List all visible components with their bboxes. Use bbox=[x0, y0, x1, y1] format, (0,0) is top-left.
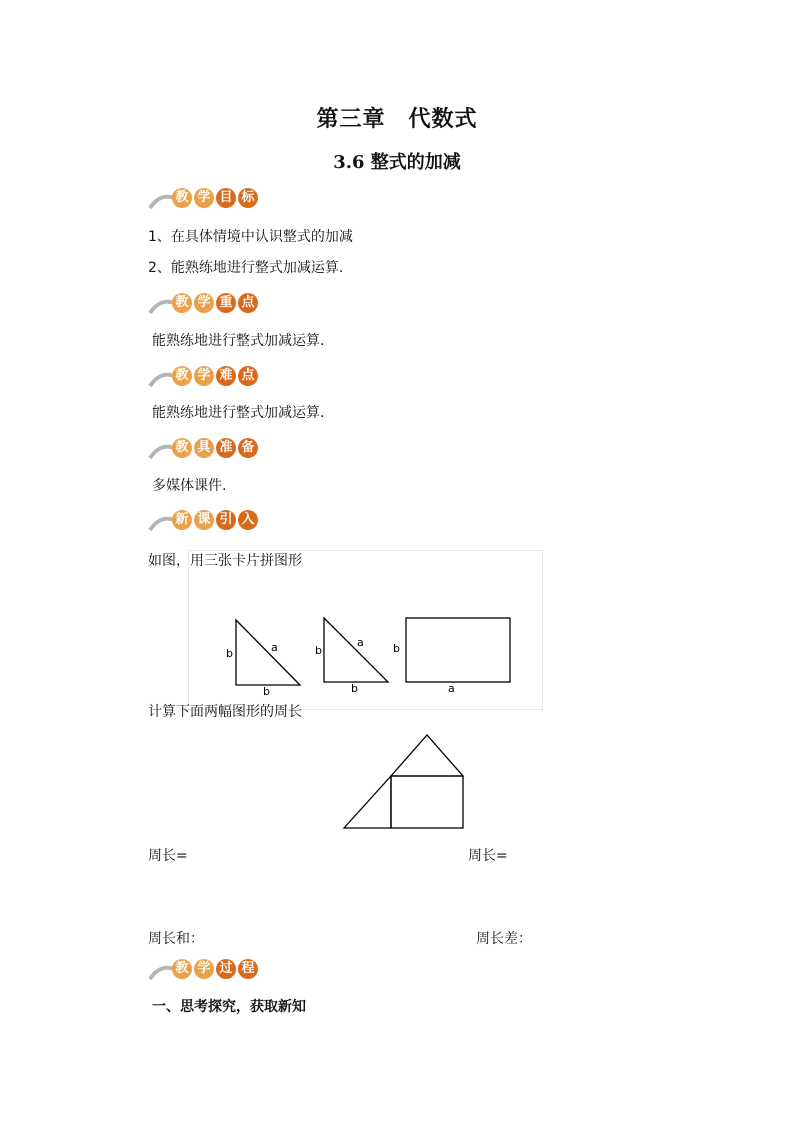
section-title: 3.6 整式的加减 bbox=[333, 152, 461, 173]
composite-left-triangle bbox=[344, 776, 391, 828]
banner-char: 学 bbox=[194, 188, 214, 208]
banner-char: 教 bbox=[172, 366, 192, 386]
perimeter-right-label: 周长= bbox=[468, 848, 508, 864]
objective-item: 1、在具体情境中认识整式的加减 bbox=[148, 229, 353, 245]
card1-label-b-left: b bbox=[226, 647, 233, 660]
card2-label-a: a bbox=[357, 636, 364, 649]
banner-char: 重 bbox=[216, 293, 236, 313]
card3-label-b: b bbox=[393, 642, 400, 655]
card2-label-b-left: b bbox=[315, 644, 322, 657]
banner-char: 具 bbox=[194, 438, 214, 458]
banner-char: 备 bbox=[238, 438, 258, 458]
banner-char: 目 bbox=[216, 188, 236, 208]
banner-char: 课 bbox=[194, 510, 214, 530]
banner-char: 难 bbox=[216, 366, 236, 386]
materials-text: 多媒体课件. bbox=[152, 478, 227, 494]
rectangle-card bbox=[406, 618, 510, 682]
card3-label-a: a bbox=[448, 682, 455, 695]
triangle-card-2 bbox=[324, 618, 388, 682]
banner-char: 教 bbox=[172, 293, 192, 313]
composite-top-triangle bbox=[391, 735, 463, 776]
intro-text: 如图，用三张卡片拼图形 bbox=[148, 553, 302, 569]
difficulties-text: 能熟练地进行整式加减运算. bbox=[152, 405, 325, 421]
key-points-text: 能熟练地进行整式加减运算. bbox=[152, 333, 325, 349]
banner-char: 准 bbox=[216, 438, 236, 458]
banner-process bbox=[148, 957, 268, 983]
banner-char: 引 bbox=[216, 510, 236, 530]
perimeter-question: 计算下面两幅图形的周长 bbox=[148, 704, 302, 720]
composite-square bbox=[391, 776, 463, 828]
banner-char: 教 bbox=[172, 188, 192, 208]
banner-char: 入 bbox=[238, 510, 258, 530]
card1-label-a: a bbox=[271, 641, 278, 654]
card1-label-b-bottom: b bbox=[263, 685, 270, 698]
objective-item: 2、能熟练地进行整式加减运算. bbox=[148, 260, 344, 276]
process-heading: 一、思考探究，获取新知 bbox=[152, 999, 306, 1015]
banner-char: 教 bbox=[172, 438, 192, 458]
banner-char: 程 bbox=[238, 959, 258, 979]
chapter-title: 第三章 代数式 bbox=[316, 106, 478, 132]
banner-char: 标 bbox=[238, 188, 258, 208]
perimeter-diff-label: 周长差： bbox=[476, 931, 532, 947]
perimeter-left-label: 周长= bbox=[148, 848, 188, 864]
perimeter-sum-label: 周长和： bbox=[148, 931, 204, 947]
banner-char: 学 bbox=[194, 366, 214, 386]
banner-char: 教 bbox=[172, 959, 192, 979]
banner-char: 过 bbox=[216, 959, 236, 979]
card2-label-b-bottom: b bbox=[351, 682, 358, 695]
banner-char: 新 bbox=[172, 510, 192, 530]
banner-char: 学 bbox=[194, 293, 214, 313]
banner-char: 点 bbox=[238, 366, 258, 386]
banner-char: 点 bbox=[238, 293, 258, 313]
banner-char: 学 bbox=[194, 959, 214, 979]
triangle-card-1 bbox=[236, 620, 300, 685]
